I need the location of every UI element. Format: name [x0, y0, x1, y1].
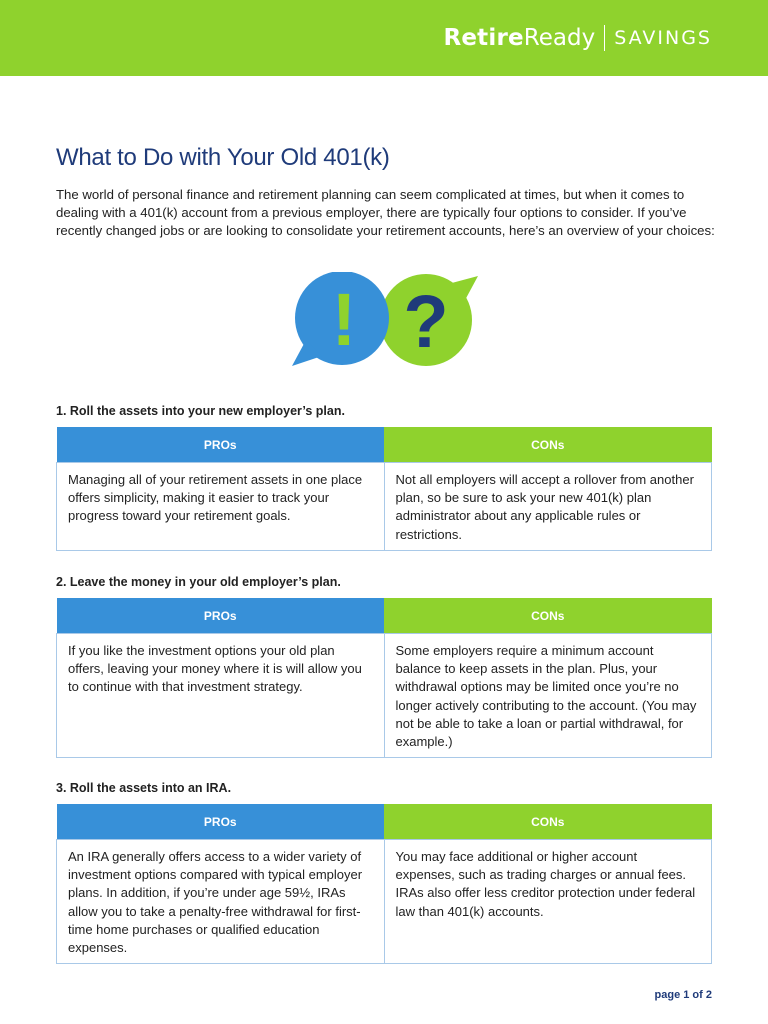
- cons-cell: Some employers require a minimum account balance to keep assets in the plan. Plus, your withdrawal options may be limited once you’re no longer actively contributing to the account. (You may not be able to take a loan or partial withdrawal, for example.): [384, 634, 712, 758]
- section-2-table: [56, 598, 712, 758]
- section-1-heading: 1. Roll the assets into your new employer’s plan.: [56, 404, 345, 418]
- page-number: page 1 of 2: [654, 989, 712, 1001]
- brand-regular-text: Ready: [523, 25, 596, 51]
- cons-cell: You may face additional or higher account expenses, such as trading charges or annual fees. IRAs also offer less creditor protection under federal law than 401(k) accounts.: [384, 840, 712, 964]
- section-2-heading: 2. Leave the money in your old employer’s plan.: [56, 575, 341, 589]
- pros-header: PROs: [57, 598, 385, 634]
- pros-cell: Managing all of your retirement assets in one place offers simplicity, making it easier to track your progress toward your retirement goals.: [57, 463, 385, 551]
- pros-header: PROs: [57, 804, 385, 840]
- section-3-table: [56, 804, 712, 964]
- question-glyph: ?: [403, 280, 449, 363]
- section-3-heading: 3. Roll the assets into an IRA.: [56, 781, 232, 795]
- cons-cell: Not all employers will accept a rollover from another plan, so be sure to ask your new 401(k) plan administrator about any applicable rules or restrictions.: [384, 463, 712, 551]
- page-title: What to Do with Your Old 401(k): [56, 144, 390, 171]
- brand-bold-text: Retire: [443, 25, 524, 51]
- cons-header: CONs: [384, 427, 712, 463]
- brand-sub-text: SAVINGS: [614, 27, 712, 49]
- brand-divider: [604, 25, 605, 51]
- speech-bubbles-graphic: [288, 272, 480, 374]
- pros-cell: An IRA generally offers access to a wider variety of investment options compared with typical employer plans. In addition, if you’re under age 59½, IRAs allow you to take a penalty-free withdrawal for first-time home purchases or qualified education expenses.: [57, 840, 385, 964]
- brand-logo[interactable]: [443, 22, 712, 54]
- intro-paragraph: The world of personal finance and retirement planning can seem complicated at times, but when it comes to dealing with a 401(k) account from a previous employer, there are typically four options to consider. If you’ve recently changed jobs or are looking to consolidate your retirement accounts, here’s an overview of your choices:: [56, 187, 715, 238]
- header-bar: [0, 0, 768, 76]
- pros-cell: If you like the investment options your old plan offers, leaving your money where it is will allow you to continue with that investment strategy.: [57, 634, 385, 758]
- cons-header: CONs: [384, 598, 712, 634]
- exclamation-glyph: !: [331, 278, 357, 361]
- pros-header: PROs: [57, 427, 385, 463]
- section-1-table: [56, 427, 712, 551]
- cons-header: CONs: [384, 804, 712, 840]
